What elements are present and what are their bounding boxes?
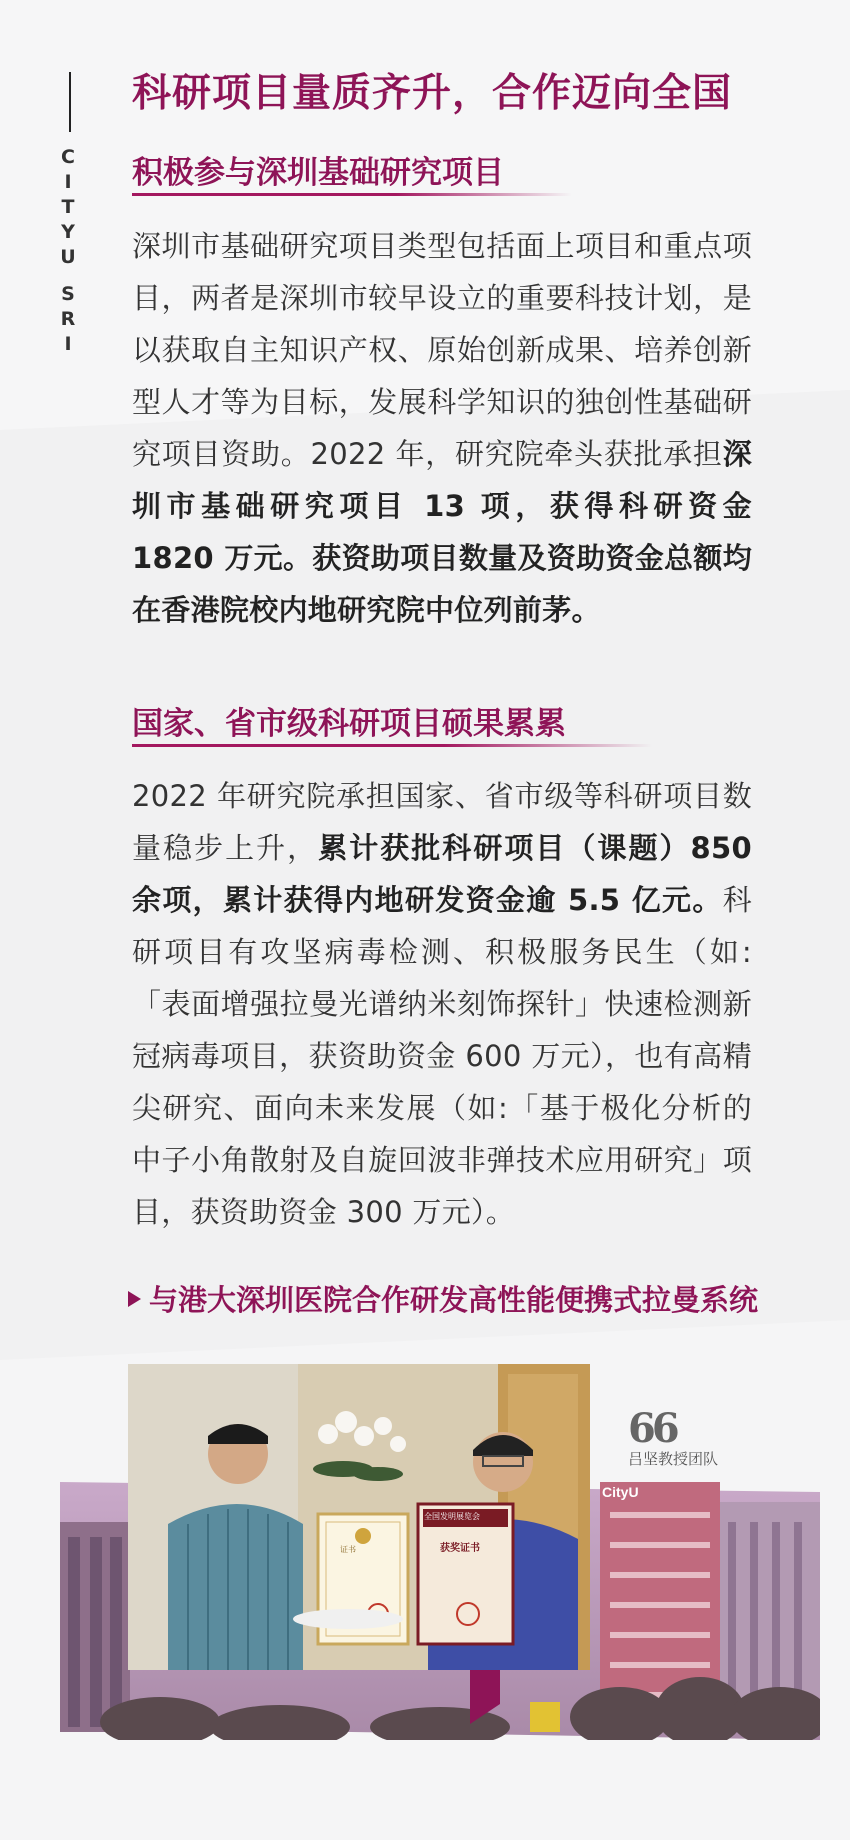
- section-paragraph: [132, 220, 752, 636]
- caption-text: 与港大深圳医院合作研发高性能便携式拉曼系统: [149, 1283, 759, 1317]
- side-label-char: I: [64, 333, 72, 355]
- page-title: 科研项目量质齐升，合作迈向全国: [132, 71, 733, 116]
- side-label-char: I: [64, 171, 72, 193]
- section-heading-shenzhen: 积极参与深圳基础研究项目: [132, 155, 504, 191]
- side-label-char: U: [60, 246, 76, 268]
- paragraph-text: 2022 年研究院承担国家、省市级等科研项目数量稳步上升，: [132, 779, 752, 865]
- paragraph-highlight: 累计获批科研项目（课题）850 余项，累计获得内地研发资金逾 5.5 亿元。: [132, 831, 752, 917]
- side-label: [53, 145, 83, 357]
- side-label-char: Y: [61, 221, 75, 243]
- heading-underline: [132, 744, 652, 747]
- certificate-left-title: 证书: [340, 1545, 356, 1554]
- certificate-right-header: 全国发明展览会: [424, 1512, 480, 1521]
- paragraph-text: 深圳市基础研究项目类型包括面上项目和重点项目，两者是深圳市较早设立的重要科技计划，是以获取自主知识产权、原始创新成果、培养创新型人才等为目标，发展科学知识的独创性基础研究项目资助。2022 年，研究院牵头获批承担: [132, 229, 752, 471]
- paragraph-highlight: 深圳市基础研究项目 13 项，获得科研资金 1820 万元。获资助项目数量及资助资金总额均在香港院校内地研究院中位列前茅。: [132, 437, 752, 627]
- section-heading-national: 国家、省市级科研项目硕果累累: [132, 706, 566, 742]
- heading-underline: [132, 193, 572, 196]
- certificate-right-title: 获奖证书: [440, 1543, 480, 1554]
- side-rule: [69, 72, 71, 132]
- side-label-char: T: [61, 196, 75, 218]
- side-label-char: R: [60, 308, 76, 330]
- paragraph-text: 科研项目有攻坚病毒检测、积极服务民生（如:「表面增强拉曼光谱纳米刻饰探针」快速检测新冠病毒项目，获资助资金 600 万元），也有高精尖研究、面向未来发展（如:「基于极化分析的中子小角散射及自旋回波非弹技术应用研究」项目，获资助资金 300 万元）。: [132, 883, 752, 1229]
- quote-caption: 吕坚教授团队: [628, 1450, 719, 1468]
- triangle-arrow-icon: [128, 1291, 141, 1307]
- side-label-char: S: [61, 283, 75, 305]
- section-paragraph: [132, 770, 752, 1238]
- building-logo: CityU: [602, 1484, 639, 1500]
- quote-icon: 66: [628, 1405, 676, 1452]
- side-label-char: C: [61, 146, 75, 168]
- photo-caption-link[interactable]: [128, 1278, 758, 1319]
- team-photo: [128, 1364, 590, 1670]
